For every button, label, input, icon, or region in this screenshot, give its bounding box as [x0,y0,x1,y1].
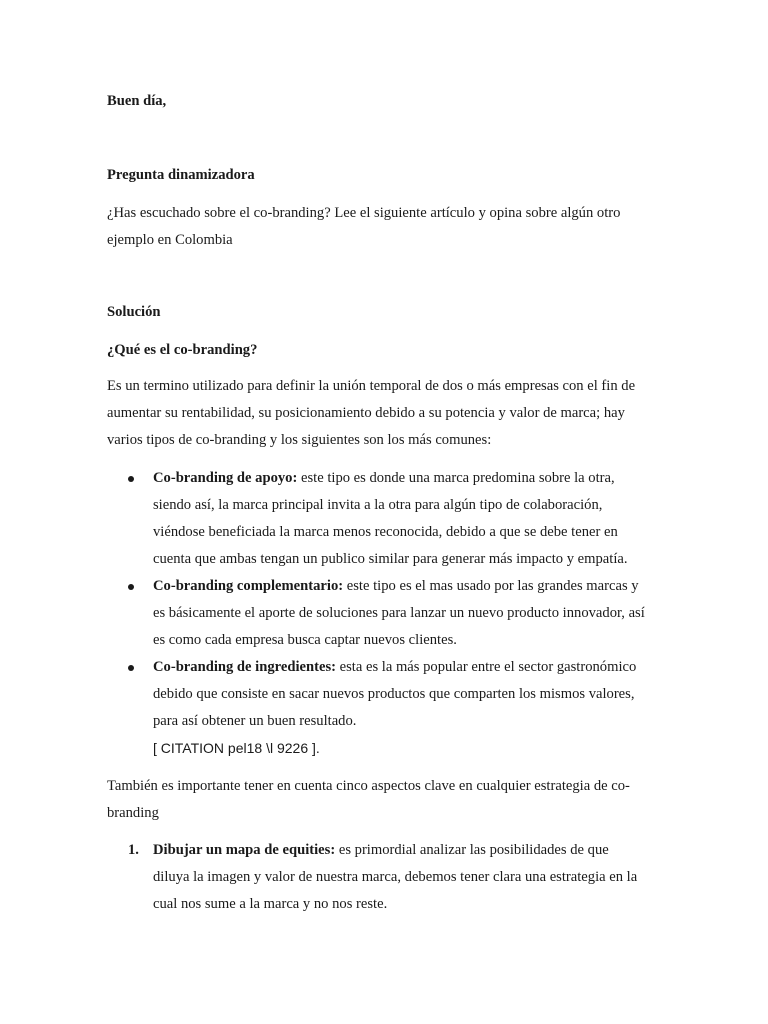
bullet-item-line [153,465,615,492]
what-heading: ¿Qué es el co-branding? [107,342,258,358]
question-heading: Pregunta dinamizadora [107,167,255,183]
numbered-item-line: cual nos sume a la marca y no nos reste. [153,896,388,912]
numbered-text: es primordial analizar las posibilidades de que [335,842,609,858]
bullet-item-line: debido que consiste en sacar nuevos productos que comparten los mismos valores, [153,686,635,702]
bullet-dot [128,665,134,671]
bullet-item-line: viéndose beneficiada la marca menos reconocida, debido a que se debe tener en [153,524,618,540]
numbered-title: Dibujar un mapa de equities: [153,842,336,858]
list-number: 1. [128,842,139,858]
bullet-text: este tipo es donde una marca predomina sobre la otra, [297,470,615,486]
numbered-item-line: diluya la imagen y valor de nuestra marca, debemos tener clara una estrategia en la [153,869,638,885]
bullet-title: Co-branding de apoyo: [153,470,298,486]
aspects-line: branding [107,805,159,821]
bullet-item-line: para así obtener un buen resultado. [153,713,357,729]
bullet-item-line: cuenta que ambas tengan un publico similar para generar más impacto y empatía. [153,551,628,567]
bullet-item-line [153,654,636,681]
bullet-title: Co-branding complementario: [153,578,344,594]
bullet-dot [128,476,134,482]
question-line: ejemplo en Colombia [107,232,233,248]
solution-heading: Solución [107,304,161,320]
bullet-dot [128,584,134,590]
citation-field: [ CITATION pel18 \l 9226 ]. [153,740,320,756]
bullet-text: este tipo es el mas usado por las grandes marcas y [343,578,639,594]
bullet-title: Co-branding de ingredientes: [153,659,336,675]
intro-line: Es un termino utilizado para definir la unión temporal de dos o más empresas con el fin de [107,378,636,394]
aspects-line: También es importante tener en cuenta cinco aspectos clave en cualquier estrategia de co- [107,778,630,794]
bullet-text: esta es la más popular entre el sector gastronómico [335,659,637,675]
bullet-item-line: es como cada empresa busca captar nuevos clientes. [153,632,457,648]
bullet-item-line [153,573,639,600]
bullet-item-line: es básicamente el aporte de soluciones para lanzar un nuevo producto innovador, así [153,605,645,621]
numbered-item-line [153,837,609,864]
greeting: Buen día, [107,93,167,109]
intro-line: aumentar su rentabilidad, su posicionamiento debido a su potencia y valor de marca; hay [107,405,625,421]
bullet-item-line: siendo así, la marca principal invita a la otra para algún tipo de colaboración, [153,497,603,513]
question-line: ¿Has escuchado sobre el co-branding? Lee el siguiente artículo y opina sobre algún otro [107,205,621,221]
intro-line: varios tipos de co-branding y los siguientes son los más comunes: [107,432,492,448]
